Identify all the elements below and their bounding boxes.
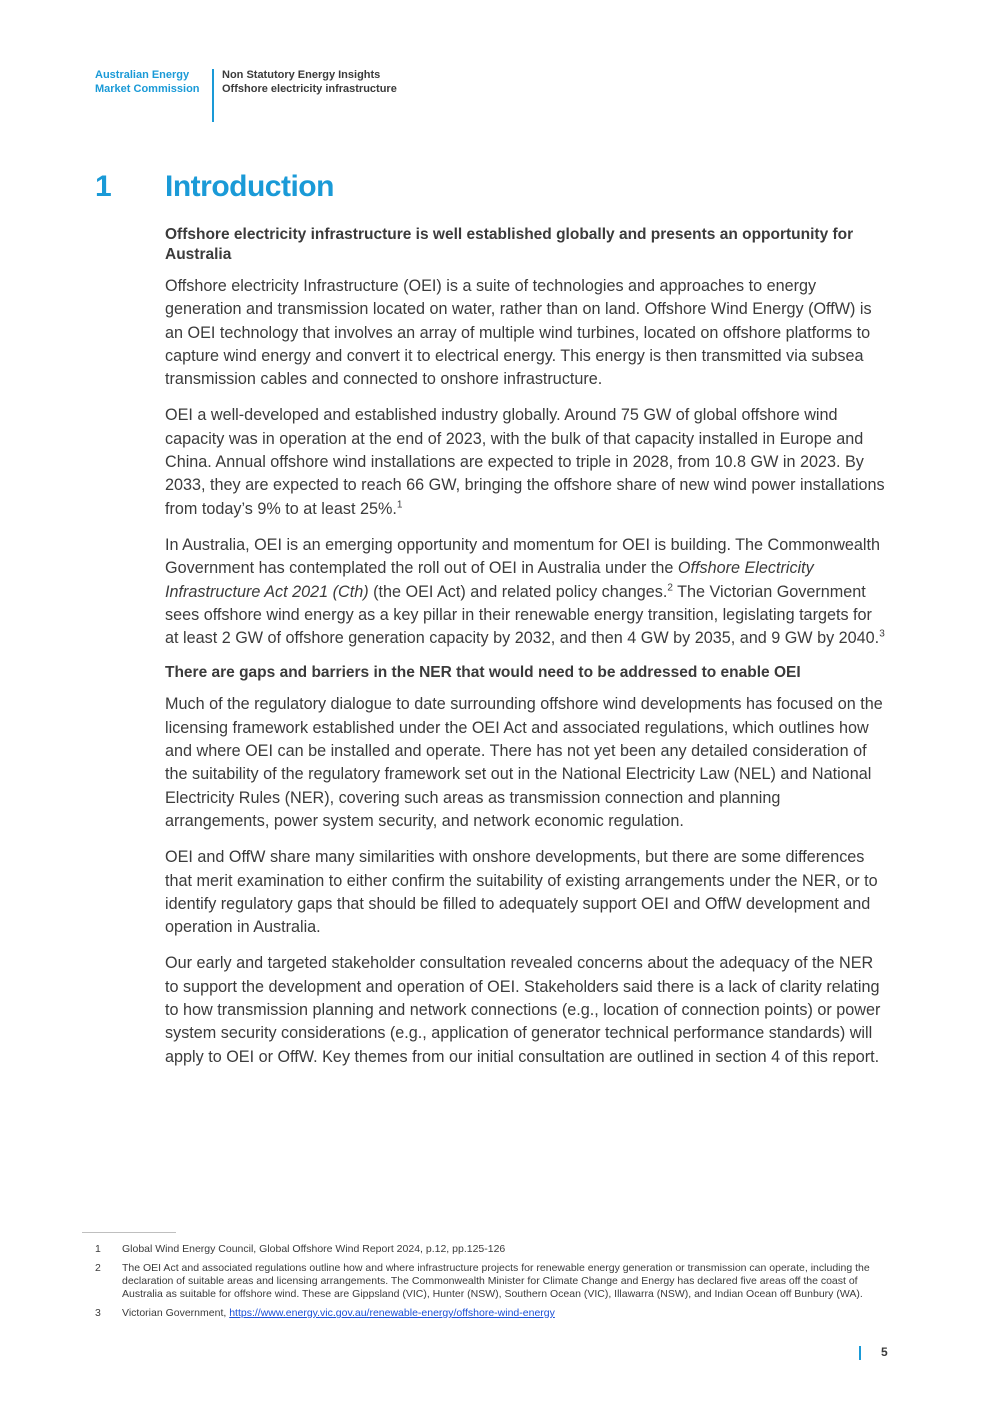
footnote-text — [122, 1307, 900, 1320]
footnote-link[interactable]: https://www.energy.vic.gov.au/renewable-energy/offshore-wind-energy — [229, 1307, 555, 1319]
paragraph-consultation: Our early and targeted stakeholder consultation revealed concerns about the adequacy of the NER to support the development and operation of OEI. Stakeholders said there is a lack of clarity relating to how transmission planning and network connections (e.g., location of connection points) or power system security considerations (e.g., application of generator technical performance standards) will apply to OEI or OffW. Key themes from our initial consultation are outlined in section 4 of this report. — [165, 954, 881, 1066]
footnote — [95, 1243, 900, 1256]
footnote-number: 3 — [95, 1307, 101, 1319]
doc-series: Non Statutory Energy Insights — [222, 69, 381, 81]
footnote-divider — [82, 1232, 176, 1233]
footnote — [95, 1262, 900, 1301]
paragraph-australia — [165, 534, 889, 650]
paragraph-text: The Victorian Government sees offshore wind energy as a key pillar in their renewable energy transition, legislating targets for at least 2 GW of offshore generation capacity by 2032, and then 4 GW by 2035, and 9 GW by 2040. — [165, 582, 880, 648]
footnote-source: Victorian Government, — [122, 1307, 230, 1319]
org-name-line2: Market Commission — [95, 83, 200, 95]
paragraph-global-industry — [165, 404, 889, 520]
page-number-divider — [859, 1346, 861, 1360]
paragraph-similarities: OEI and OffW share many similarities with onshore developments, but there are some differences that merit examination to either confirm the suitability of existing arrangements under the NER, or to identify regulatory gaps that should be filled to adequately support OEI and OffW development and operation in Australia. — [165, 848, 878, 937]
header-document-title — [222, 68, 397, 96]
footnote-ref-1[interactable]: 1 — [396, 499, 403, 511]
chapter-number: 1 — [95, 170, 112, 203]
act-title: Offshore Electricity Infrastructure Act 2021 (Cth) — [165, 559, 814, 601]
paragraph-text: (the OEI Act) and related policy changes. — [368, 582, 668, 601]
header-organisation — [95, 68, 200, 96]
doc-title: Offshore electricity infrastructure — [222, 83, 397, 95]
footnotes — [95, 1243, 900, 1326]
paragraph-regulatory-dialogue: Much of the regulatory dialogue to date surrounding offshore wind developments has focused on the licensing framework established under the OEI Act and associated regulations, which outlines how and where OEI can be installed and operate. There has not yet been any detailed consideration of the suitability of the regulatory framework set out in the National Electricity Law (NEL) and National Electricity Rules (NER), covering such areas as transmission connection and planning arrangements, power system security, and network economic regulation. — [165, 695, 883, 830]
page-number: 5 — [881, 1345, 888, 1359]
subheading-ner-gaps: There are gaps and barriers in the NER that would need to be addressed to enable OEI — [165, 664, 801, 682]
footnote — [95, 1307, 900, 1320]
footnote-number: 1 — [95, 1243, 101, 1255]
footnote-text: The OEI Act and associated regulations outline how and where infrastructure projects for renewable energy generation or transmission can operate, including the declaration of suitable areas and licensing arrangements. The Commonwealth Minister for Climate Change and Energy has declared five areas off the coast of Australia as suitable for offshore wind. These are Gippsland (VIC), Hunter (NSW), Southern Ocean (VIC), Illawarra (NSW), and Indian Ocean off Bunbury (WA). — [122, 1262, 870, 1300]
paragraph-oei-definition: Offshore electricity Infrastructure (OEI) is a suite of technologies and approaches to energy generation and transmission located on water, rather than on land. Offshore Wind Energy (OffW) is an OEI technology that involves an array of multiple wind turbines, located on offshore platforms to capture wind energy and convert it to electrical energy. This energy is then transmitted via subsea transmission cables and connected to onshore infrastructure. — [165, 277, 872, 389]
chapter-title: Introduction — [165, 170, 334, 203]
subheading-global-oei: Offshore electricity infrastructure is well established globally and presents an opportunity for Australia — [165, 226, 854, 263]
footnote-number: 2 — [95, 1262, 101, 1274]
paragraph-text: In Australia, OEI is an emerging opportunity and momentum for OEI is building. The Commonwealth Government has contemplated the roll out of OEI in Australia under the — [165, 535, 880, 578]
header-divider — [212, 69, 214, 122]
footnote-text: Global Wind Energy Council, Global Offshore Wind Report 2024, p.12, pp.125-126 — [122, 1243, 506, 1255]
footnote-ref-3[interactable]: 3 — [879, 628, 885, 640]
main-content — [165, 225, 889, 1082]
paragraph-text: OEI a well-developed and established industry globally. Around 75 GW of global offshore wind capacity was in operation at the end of 2023, with the bulk of that capacity installed in Europe and China. Annual offshore wind installations are expected to triple in 2028, from 10.8 GW in 2023. By 2033, they are expected to reach 66 GW, bringing the offshore share of new wind power installations from today’s 9% to at least 25%. — [165, 406, 885, 518]
footnote-ref-2[interactable]: 2 — [667, 582, 673, 594]
org-name-line1: Australian Energy — [95, 69, 190, 81]
